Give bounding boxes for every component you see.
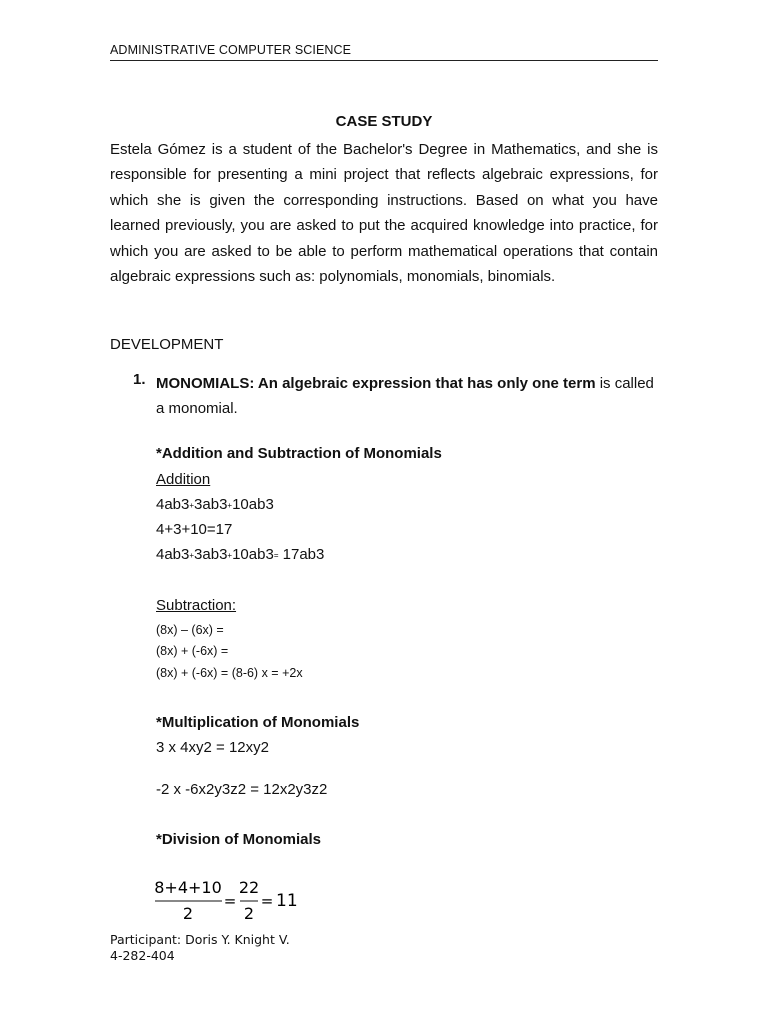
development-heading: DEVELOPMENT [110, 336, 224, 353]
fraction-2-numerator: 22 [238, 878, 260, 897]
intro-paragraph: Estela Gómez is a student of the Bachelor's Degree in Mathematics, and she is responsible for presenting a mini project that reflects algebraic expressions, for which she is given the corresponding instructions. Based on what you have learned previously, you are asked to put the acquired knowledge into practice, for which you are asked to be able to perform mathematical operations that contain algebraic expressions such as: polynomials, monomials, binomials. [110, 141, 658, 286]
subtraction-line-3: (8x) + (-6x) = (8-6) x = +2x [156, 666, 303, 680]
equals-sign-2: = [260, 892, 274, 910]
addition-label: Addition [156, 471, 211, 488]
multiplication-heading: *Multiplication of Monomials [156, 714, 360, 731]
page-footer [110, 932, 290, 964]
monomials-definition-bold: MONOMIALS: An algebraic expression that has only one term [156, 375, 596, 392]
subtraction-line-1: (8x) – (6x) = [156, 623, 224, 637]
multiplication-line-2: -2 x -6x2y3z2 = 12x2y3z2 [156, 781, 328, 798]
fraction-1-denominator: 2 [182, 904, 194, 923]
division-fraction [154, 877, 304, 925]
subtraction-line-2: (8x) + (-6x) = [156, 644, 229, 658]
addition-line-2: 4+3+10=17 [156, 521, 233, 538]
division-result: 11 [276, 891, 298, 911]
monomials-definition [156, 371, 658, 421]
subtraction-label: Subtraction: [156, 597, 237, 614]
division-heading: *Division of Monomials [156, 831, 322, 848]
fraction-1-numerator: 8+4+10 [154, 878, 222, 897]
list-number: 1. [133, 371, 146, 388]
fraction-2-denominator: 2 [243, 904, 255, 923]
footer-participant: Participant: Doris Y. Knight V. [110, 932, 290, 947]
multiplication-line-1: 3 x 4xy2 = 12xy2 [156, 739, 269, 756]
footer-id: 4-282-404 [110, 948, 175, 963]
page-header: ADMINISTRATIVE COMPUTER SCIENCE [110, 43, 658, 61]
addition-line-1: 4ab3+3ab3+10ab3 [156, 496, 274, 513]
page-title: CASE STUDY [335, 113, 433, 130]
addition-line-3: 4ab3+3ab3+10ab3= 17ab3 [156, 546, 325, 563]
addsub-heading: *Addition and Subtraction of Monomials [156, 445, 442, 462]
equals-sign-1: = [223, 892, 237, 910]
monomials-definition-rest: is called a monomial. [156, 375, 654, 417]
